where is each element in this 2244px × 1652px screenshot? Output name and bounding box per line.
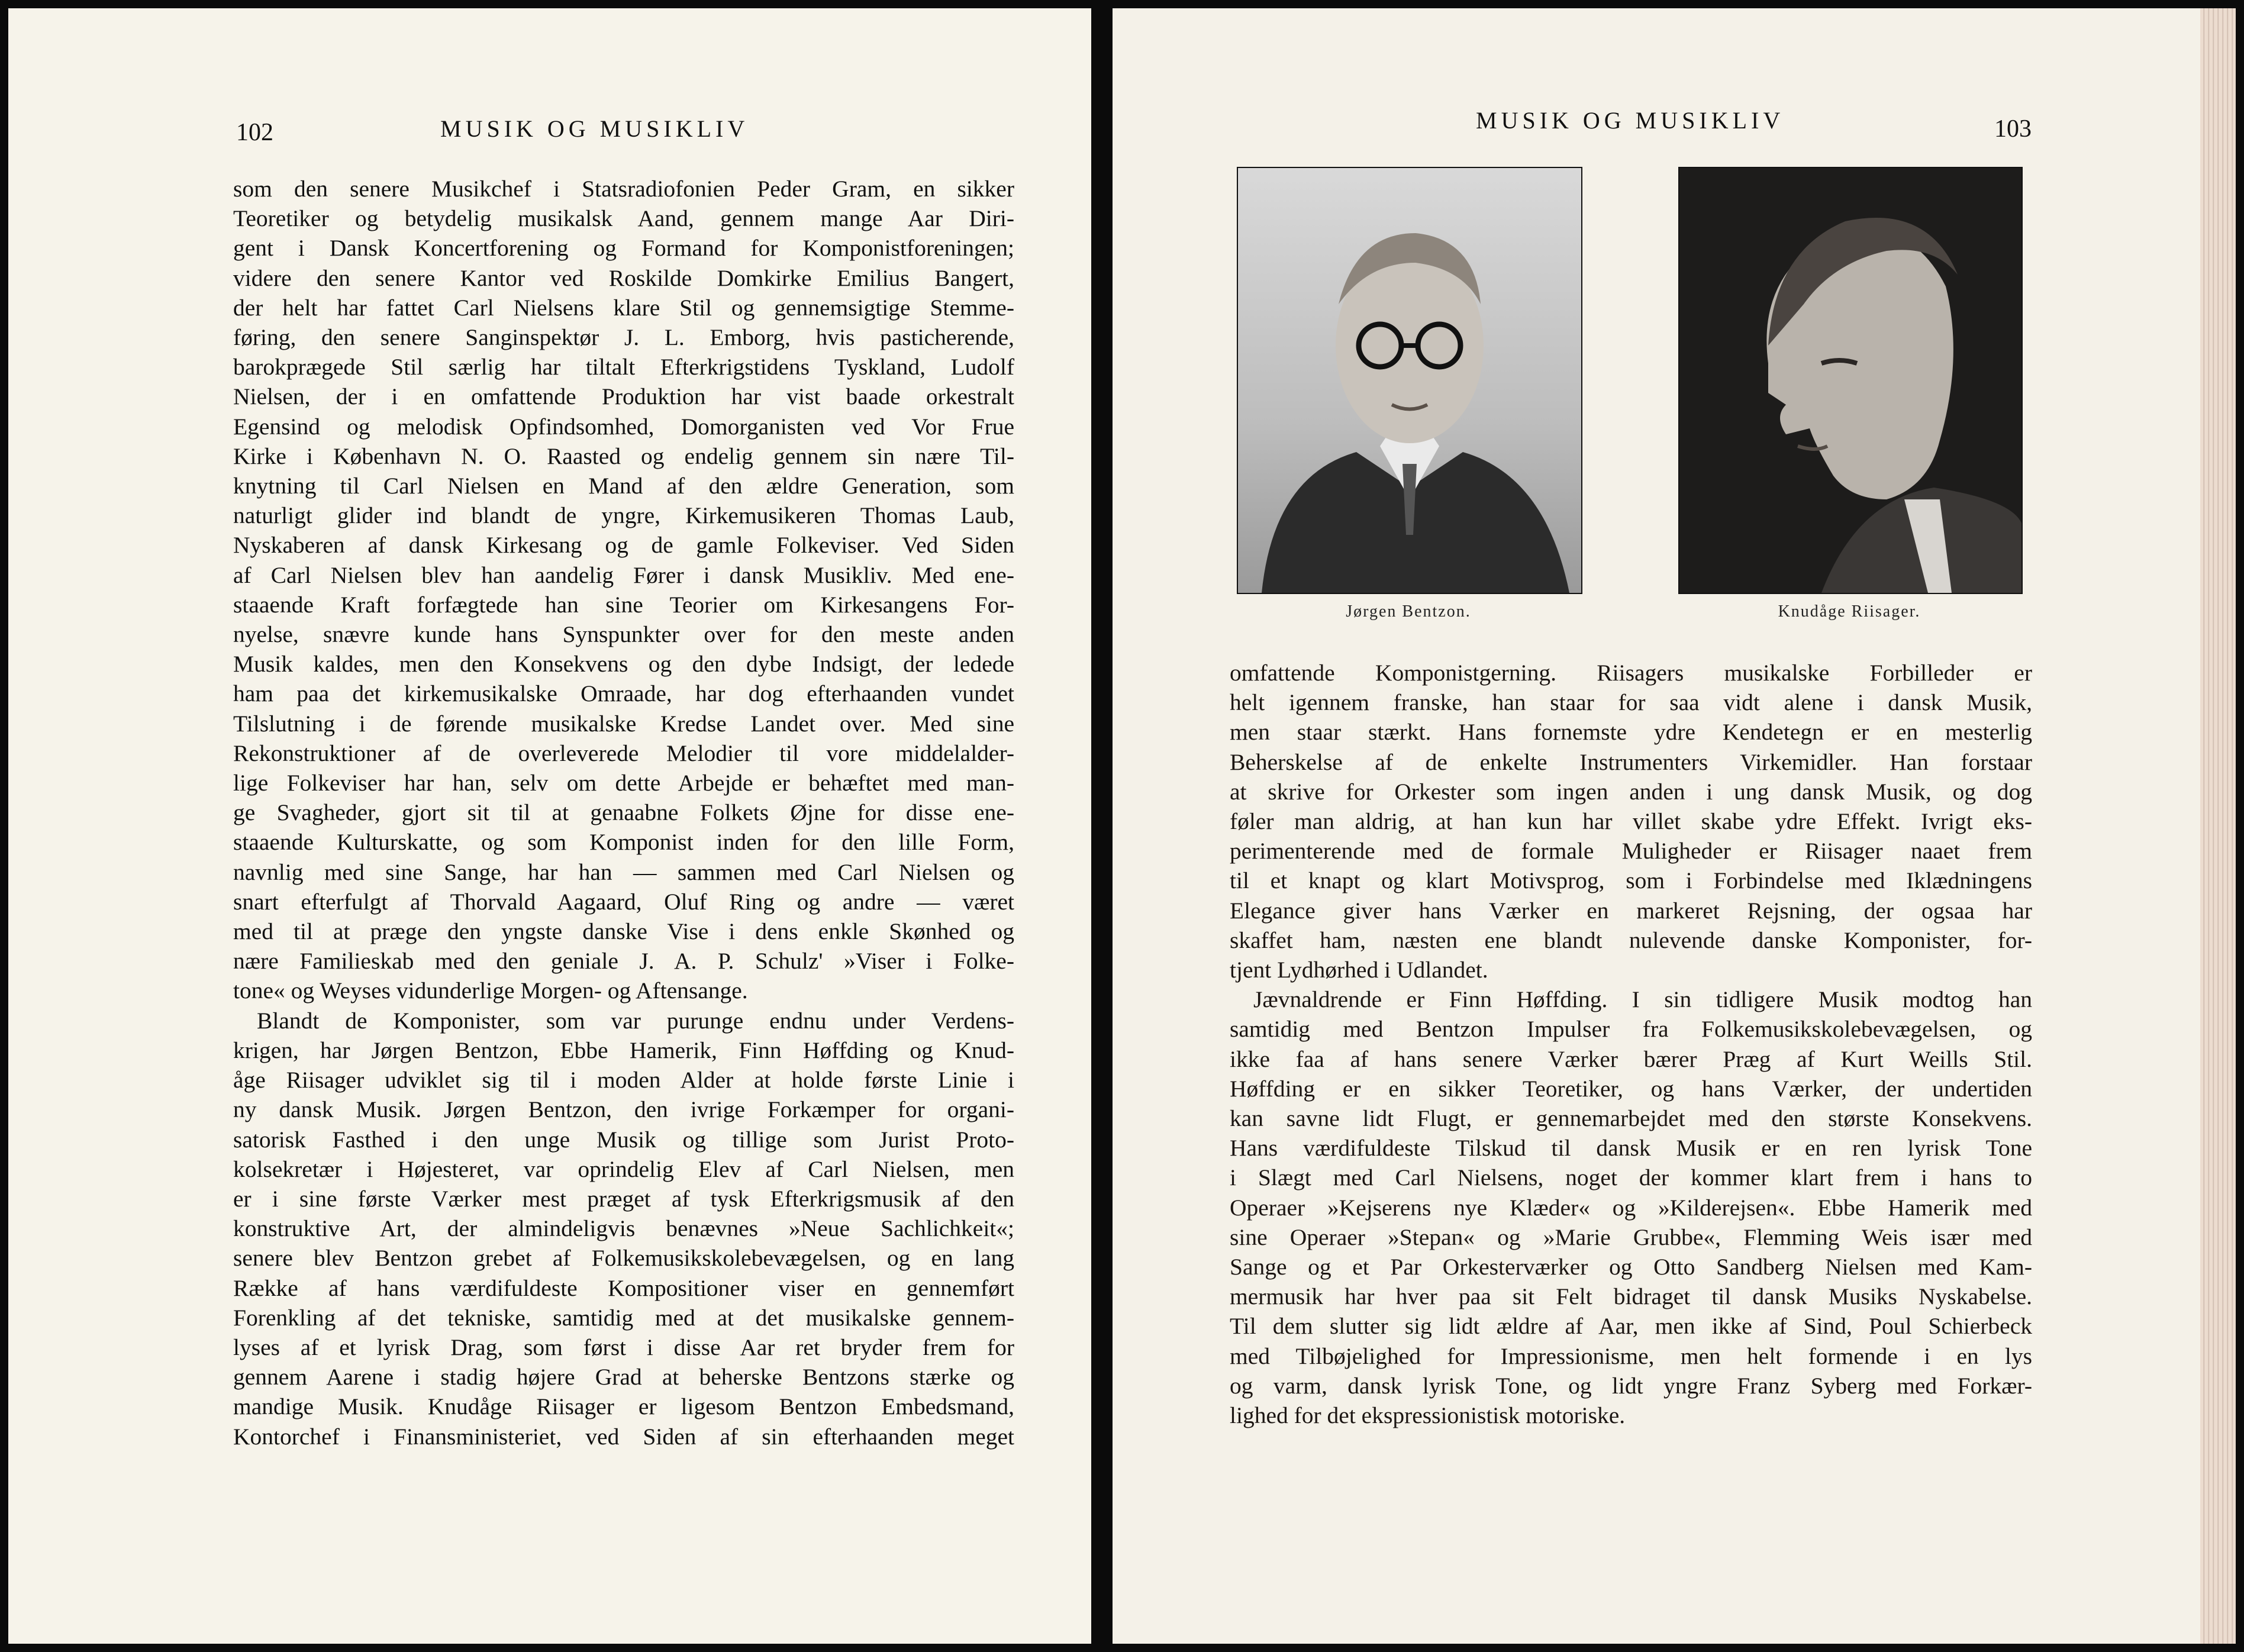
text-line: navnlig med sine Sange, har han — sammen med Carl Nielsen og	[233, 859, 1014, 885]
text-line: krigen, har Jørgen Bentzon, Ebbe Hamerik, Finn Høffding og Knud-	[233, 1037, 1014, 1063]
right-body-text	[1230, 658, 2032, 1430]
text-line: staaende Kulturskatte, og som Komponist inden for den lille Form,	[233, 829, 1014, 856]
text-line: snart efterfulgt af Thorvald Aagaard, Oluf Ring og andre — været	[233, 888, 1014, 915]
text-line: Musik kaldes, men den Konsekvens og den dybe Indsigt, der ledede	[233, 651, 1014, 677]
text-line: tone« og Weyses vidunderlige Morgen- og Aftensange.	[233, 977, 748, 1004]
text-line: tjent Lydhørhed i Udlandet.	[1230, 957, 1488, 983]
text-line: at skrive for Orkester som ingen anden i ung dansk Musik, og dog	[1230, 778, 2032, 805]
text-line: helt igennem franske, han staar for saa vidt alene i dansk Musik,	[1230, 689, 2032, 716]
text-line: Beherskelse af de enkelte Instrumenters Virkemidler. Han forstaar	[1230, 748, 2032, 775]
text-line: lige Folkeviser har han, selv om dette Arbejde er behæftet med man-	[233, 770, 1014, 796]
text-line: Egensind og melodisk Opfindsomhed, Domorganisten ved Vor Frue	[233, 413, 1014, 440]
text-line: knytning til Carl Nielsen en Mand af den ældre Generation, som	[233, 473, 1014, 499]
text-line: men staar stærkt. Hans fornemste ydre Kendetegn er en mesterlig	[1230, 719, 2032, 746]
text-line: er i sine første Værker mest præget af tysk Efterkrigsmusik af den	[233, 1185, 1014, 1212]
text-line: omfattende Komponistgerning. Riisagers musikalske Forbilleder er	[1230, 660, 2032, 686]
text-line: åge Riisager udviklet sig til i moden Alder at holde første Linie i	[233, 1067, 1014, 1093]
text-line: lyses af et lyrisk Drag, som først i disse Aar ret bryder frem for	[233, 1334, 1014, 1360]
text-line: Kirke i København N. O. Raasted og endelig gennem sin nære Til-	[233, 443, 1014, 469]
text-line: Kontorchef i Finansministeriet, ved Siden af sin efterhaanden meget	[233, 1423, 1014, 1450]
right-page	[1113, 8, 2225, 1644]
left-page	[8, 8, 1091, 1644]
right-page-edge	[2200, 8, 2236, 1644]
text-line: Forenkling af det tekniske, samtidig med at det musikalske gennem-	[233, 1304, 1014, 1331]
text-line: ikke faa af hans senere Værker bærer Præg af Kurt Weills Stil.	[1230, 1046, 2032, 1072]
text-line: naturligt glider ind blandt de yngre, Kirkemusikeren Thomas Laub,	[233, 502, 1014, 529]
text-line: nyelse, snævre kunde hans Synspunkter over for den meste anden	[233, 621, 1014, 648]
text-line: af Carl Nielsen blev han aandelig Fører i dansk Musikliv. Med ene-	[233, 562, 1014, 588]
text-line: Sange og et Par Orkesterværker og Otto Sandberg Nielsen med Kam-	[1230, 1254, 2032, 1280]
portrait-knudage-riisager	[1678, 167, 2023, 594]
text-line: samtidig med Bentzon Impulser fra Folkemusikskolebevægelsen, og	[1230, 1016, 2032, 1043]
text-line: mandige Musik. Knudåge Riisager er ligesom Bentzon Embedsmand,	[233, 1393, 1014, 1420]
text-line: Hans værdifuldeste Tilskud til dansk Musik er en ren lyrisk Tone	[1230, 1135, 2032, 1161]
text-line: nære Familieskab med den geniale J. A. P. Schulz' »Viser i Folke-	[233, 948, 1014, 975]
text-line: ham paa det kirkemusikalske Omraade, har dog efterhaanden vundet	[233, 680, 1014, 707]
text-line: Høffding er en sikker Teoretiker, og hans Værker, der undertiden	[1230, 1075, 2032, 1102]
text-line: gennem Aarene i stadig højere Grad at beherske Bentzons stærke og	[233, 1364, 1014, 1390]
text-line: Tilslutning i de førende musikalske Kredse Landet over. Med sine	[233, 710, 1014, 737]
caption-jorgen-bentzon: Jørgen Bentzon.	[1346, 602, 1471, 621]
text-line: med Tilbøjelighed for Impressionisme, men helt formende i en lys	[1230, 1343, 2032, 1369]
text-line: Nielsen, der i en omfattende Produktion har vist baade orkestralt	[233, 383, 1014, 410]
text-line: videre den senere Kantor ved Roskilde Domkirke Emilius Bangert,	[233, 264, 1014, 291]
text-line: perimenterende med de formale Muligheder er Riisager naaet frem	[1230, 838, 2032, 864]
portrait-riisager-image	[1679, 168, 2021, 593]
text-line: kolsekretær i Højesteret, var oprindelig Elev af Carl Nielsen, men	[233, 1156, 1014, 1182]
text-line: staaende Kraft forfægtede han sine Teorier om Kirkesangens For-	[233, 591, 1014, 618]
portrait-bentzon-image	[1238, 168, 1581, 593]
text-line: Operaer »Kejserens nye Klæder« og »Kilderejsen«. Ebbe Hamerik med	[1230, 1194, 2032, 1221]
text-line: Række af hans værdifuldeste Kompositioner viser en gennemført	[233, 1275, 1014, 1301]
text-line: Til dem slutter sig lidt ældre af Aar, men ikke af Sind, Poul Schierbeck	[1230, 1313, 2032, 1340]
running-head-left: MUSIK OG MUSIKLIV	[440, 115, 749, 142]
text-line: og varm, dansk lyrisk Tone, og lidt yngre Franz Syberg med Forkær-	[1230, 1372, 2032, 1399]
text-line: føring, den senere Sanginspektør J. L. Emborg, hvis pasticherende,	[233, 324, 1014, 351]
text-line: ge Svagheder, gjort sit til at genaabne Folkets Øjne for disse ene-	[233, 799, 1014, 826]
running-head-right: MUSIK OG MUSIKLIV	[1476, 107, 1785, 134]
text-line: barokprægede Stil særlig har tiltalt Efterkrigstidens Tyskland, Ludolf	[233, 354, 1014, 380]
text-line: konstruktive Art, der almindeligvis benævnes »Neue Sachlichkeit«;	[233, 1215, 1014, 1242]
text-line: kan savne lidt Flugt, er gennemarbejdet med den største Konsekvens.	[1230, 1105, 2032, 1132]
page-number-left: 102	[236, 119, 273, 146]
left-body-text	[233, 174, 1014, 1451]
text-line: Jævnaldrende er Finn Høffding. I sin tidligere Musik modtog han	[1253, 986, 2032, 1013]
text-line: skaffet ham, næsten ene blandt nulevende danske Komponister, for-	[1230, 927, 2032, 953]
text-line: med til at præge den yngste danske Vise i dens enkle Skønhed og	[233, 918, 1014, 945]
text-line: til et knapt og klart Motivsprog, som i Forbindelse med Iklædningens	[1230, 867, 2032, 894]
text-line: føler man aldrig, at han kun har villet skabe ydre Effekt. Ivrigt eks-	[1230, 808, 2032, 835]
page-number-right: 103	[1994, 115, 2032, 143]
portrait-jorgen-bentzon	[1237, 167, 1582, 594]
text-line: mermusik har hver paa sit Felt bidraget til dansk Musiks Nyskabelse.	[1230, 1283, 2032, 1310]
text-line: Nyskaberen af dansk Kirkesang og de gamle Folkeviser. Ved Siden	[233, 532, 1014, 559]
text-line: i Slægt med Carl Nielsens, noget der kommer klart frem i hans to	[1230, 1164, 2032, 1191]
text-line: Rekonstruktioner af de overleverede Melodier til vore middelalder-	[233, 740, 1014, 766]
text-line: der helt har fattet Carl Nielsens klare Stil og gennemsigtige Stemme-	[233, 294, 1014, 321]
text-line: gent i Dansk Koncertforening og Formand for Komponistforeningen;	[233, 235, 1014, 262]
text-line: sine Operaer »Stepan« og »Marie Grubbe«, Flemming Weis især med	[1230, 1224, 2032, 1250]
text-line: Teoretiker og betydelig musikalsk Aand, gennem mange Aar Diri-	[233, 205, 1014, 232]
text-line: satorisk Fasthed i den unge Musik og tillige som Jurist Proto-	[233, 1126, 1014, 1153]
text-line: senere blev Bentzon grebet af Folkemusikskolebevægelsen, og en lang	[233, 1245, 1014, 1272]
text-line: ny dansk Musik. Jørgen Bentzon, den ivrige Forkæmper for organi-	[233, 1096, 1014, 1123]
text-line: som den senere Musikchef i Statsradiofonien Peder Gram, en sikker	[233, 176, 1014, 202]
text-line: lighed for det ekspressionistisk motoriske.	[1230, 1402, 1626, 1429]
text-line: Blandt de Komponister, som var purunge endnu under Verdens-	[257, 1007, 1014, 1034]
text-line: Elegance giver hans Værker en markeret Rejsning, der ogsaa har	[1230, 897, 2032, 924]
caption-knudage-riisager: Knudåge Riisager.	[1778, 602, 1921, 621]
